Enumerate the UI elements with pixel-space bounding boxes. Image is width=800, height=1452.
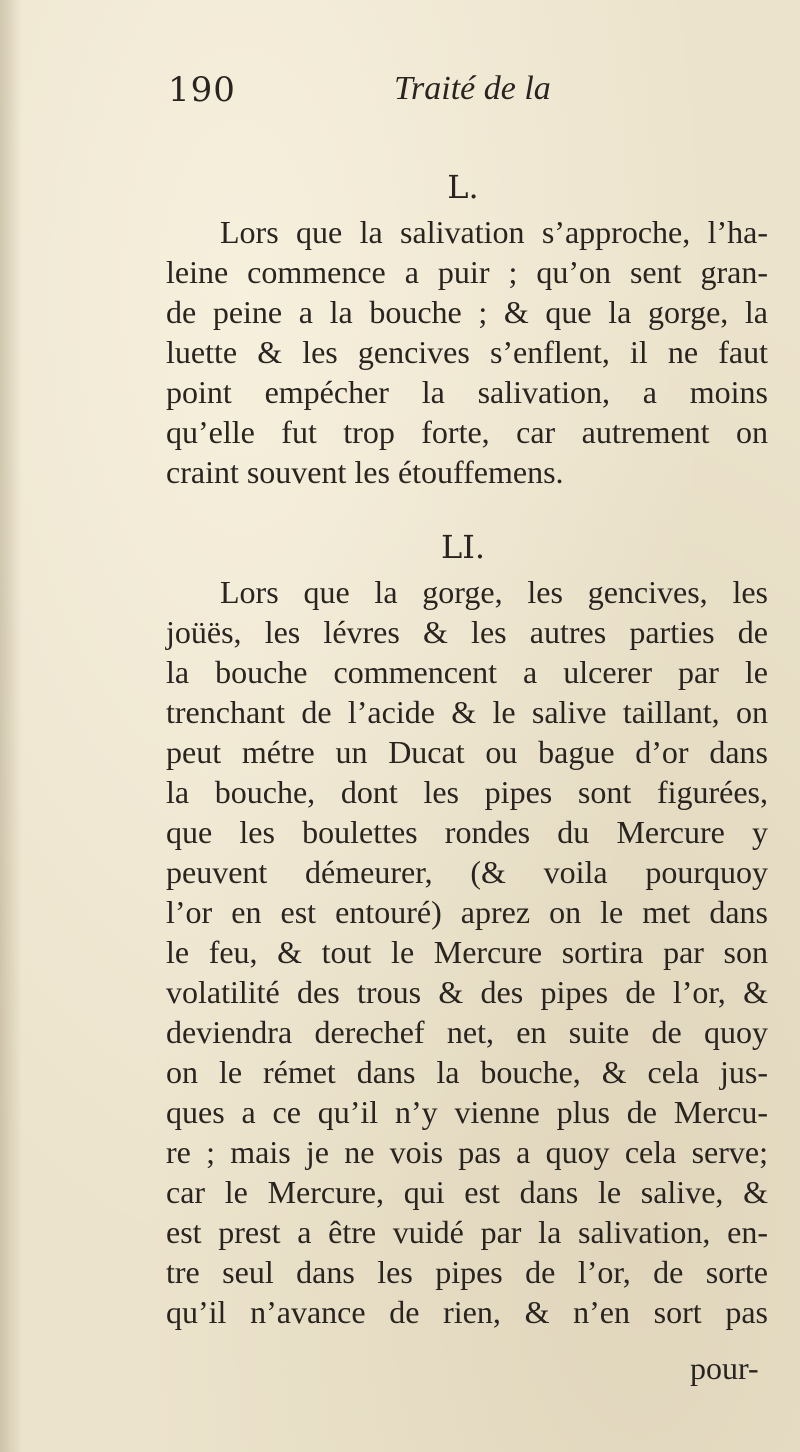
text-line: le feu, & tout le Mercure sortira par son [166,934,768,970]
text-line: la bouche, dont les pipes sont figurées, [166,774,768,810]
text-line: point empécher la salivation, a moins [166,374,768,410]
text-line: qu’elle fut trop forte, car autrement on [166,414,768,450]
text-line: craint souvent les étouffemens. [166,454,564,490]
text-line: volatilité des trous & des pipes de l’or, & [166,974,768,1010]
text-line: on le rémet dans la bouche, & cela jus- [166,1054,768,1090]
text-line: deviendra derechef net, en suite de quoy [166,1014,768,1050]
section-l [166,168,768,492]
section-li [166,528,768,1332]
section-numeral: LI. [440,528,486,566]
text-line: de peine a la bouche ; & que la gorge, la [166,294,768,330]
section-numeral: L. [447,168,479,206]
text-line: Lors que la salivation s’approche, l’ha- [220,214,768,250]
text-line: leine commence a puir ; qu’on sent gran- [166,254,768,290]
text-line: ques a ce qu’il n’y vienne plus de Mercu- [166,1094,768,1130]
catchword: pour- [690,1350,759,1386]
text-line: la bouche commencent a ulcerer par le [166,654,768,690]
paragraph [166,212,768,492]
text-line: car le Mercure, qui est dans le salive, & [166,1174,768,1210]
text-line: peut métre un Ducat ou bague d’or dans [166,734,768,770]
paragraph [166,572,768,1332]
text-line: luette & les gencives s’enflent, il ne faut [166,334,768,370]
text-line: tre seul dans les pipes de l’or, de sorte [166,1254,768,1290]
text-line: re ; mais je ne vois pas a quoy cela serve; [166,1134,768,1170]
running-head: Traité de la [394,70,551,107]
text-line: Lors que la gorge, les gencives, les [220,574,768,610]
text-line: joüës, les lévres & les autres parties de [166,614,768,650]
text-line: trenchant de l’acide & le salive taillant, on [166,694,768,730]
text-line: est prest a être vuidé par la salivation, en- [166,1214,768,1250]
text-line: qu’il n’avance de rien, & n’en sort pas [166,1294,768,1330]
text-line: l’or en est entouré) aprez on le met dans [166,894,768,930]
page-header [168,70,598,120]
text-line: peuvent démeurer, (& voila pourquoy [166,854,768,890]
page-number: 190 [168,70,236,110]
text-line: que les boulettes rondes du Mercure y [166,814,768,850]
